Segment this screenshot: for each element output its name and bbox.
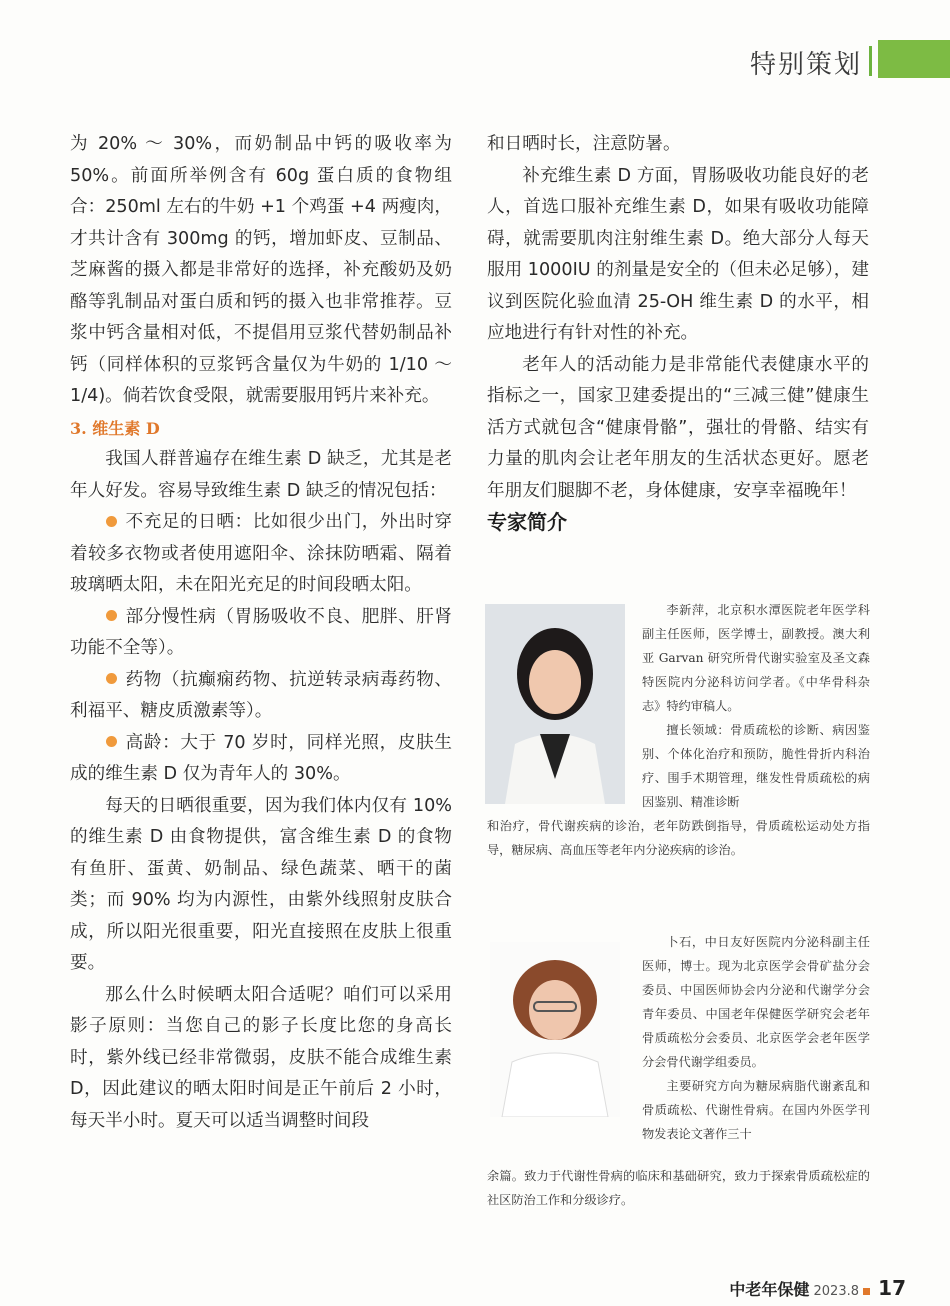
bullet-item (70, 507, 452, 602)
paragraph: 补充维生素 D 方面，胃肠吸收功能良好的老人，首选口服补充维生素 D，如果有吸收功能障碍，就需要肌肉注射维生素 D。绝大部分人每天服用 1000IU 的剂量是安全的（但未必足够），建议到医院化验血清 25-OH 维生素 D 的水平，相应地进行有针对性的补充。 (487, 165, 869, 343)
page-number: 17 (878, 1276, 906, 1300)
bio-text: 李新萍，北京积水潭医院老年医学科副主任医师，医学博士，副教授。澳大利亚 Garvan 研究所骨代谢实验室及圣文森特医院内分泌科访问学者。《中华骨科杂志》特约审稿人。 (642, 603, 870, 713)
section-title: 特别策划 (749, 50, 862, 80)
expert-bio (642, 930, 870, 1146)
issue-label: 2023.8 (813, 1284, 860, 1299)
magazine-name: 中老年保健 (729, 1280, 810, 1299)
bullet-text: 药物（抗癫痫药物、抗逆转录病毒药物、利福平、糖皮质激素等）。 (70, 669, 452, 721)
bio-text: 主要研究方向为糖尿病脂代谢紊乱和骨质疏松、代谢性骨病。在国内外医学刊物发表论文著作三十 (642, 1079, 870, 1141)
paragraph: 我国人群普遍存在维生素 D 缺乏，尤其是老年人好发。容易导致维生素 D 缺乏的情况包括： (70, 449, 452, 501)
bullet-item (70, 728, 452, 791)
bullet-text: 高龄：大于 70 岁时，同样光照，皮肤生成的维生素 D 仅为青年人的 30%。 (70, 732, 452, 784)
bullet-dot-icon (106, 673, 117, 684)
bullet-text: 部分慢性病（胃肠吸收不良、肥胖、肝肾功能不全等）。 (70, 606, 452, 658)
bullet-text: 不充足的日晒：比如很少出门，外出时穿着较多衣物或者使用遮阳伞、涂抹防晒霜、隔着玻璃晒太阳，未在阳光充足的时间段晒太阳。 (70, 512, 452, 595)
bullet-dot-icon (106, 516, 117, 527)
header-divider (869, 46, 872, 76)
expert-bio (642, 598, 870, 814)
paragraph: 那么什么时候晒太阳合适呢？咱们可以采用影子原则：当您自己的影子长度比您的身高长时，紫外线已经非常微弱，皮肤不能合成维生素 D，因此建议的晒太阳时间是正午前后 2 小时，每天半小时。夏天可以适当调整时间段 (70, 984, 452, 1131)
bullet-dot-icon (106, 736, 117, 747)
expert-bio-cont (487, 814, 870, 862)
section-heading: 3. 维生素 D (70, 418, 160, 438)
paragraph: 每天的日晒很重要，因为我们体内仅有 10% 的维生素 D 由食物提供，富含维生素 D 的食物有鱼肝、蛋黄、奶制品、绿色蔬菜、晒干的菌类；而 90% 均为内源性，由紫外线照射皮肤合成，所以阳光很重要，阳光直接照在皮肤上很重要。 (70, 795, 452, 973)
expert-photo (490, 942, 620, 1117)
bio-text: 余篇。致力于代谢性骨病的临床和基础研究，致力于探索骨质疏松症的社区防治工作和分级诊疗。 (487, 1169, 870, 1207)
paragraph: 为 20% ～ 30%，而奶制品中钙的吸收率为 50%。前面所举例含有 60g 蛋白质的食物组合：250ml 左右的牛奶 +1 个鸡蛋 +4 两瘦肉，才共计含有 300mg 的钙，增加虾皮、豆制品、芝麻酱的摄入都是非常好的选择，补充酸奶及奶酪等乳制品对蛋白质和钙的摄入也非常推荐。豆浆中钙含量相对低，不提倡用豆浆代替奶制品补钙（同样体积的豆浆钙含量仅为牛奶的 1/10 ～ 1/4)。倘若饮食受限，就需要服用钙片来补充。 (70, 134, 452, 406)
expert-heading: 专家简介 (487, 510, 567, 534)
bio-text: 擅长领域：骨质疏松的诊断、病因鉴别、个体化治疗和预防，脆性骨折内科治疗、围手术期管理，继发性骨质疏松的病因鉴别、精准诊断 (642, 723, 870, 809)
header-green-block (878, 40, 950, 78)
expert-bio-cont (487, 1164, 870, 1212)
bullet-item (70, 665, 452, 728)
bio-text: 和治疗，骨代谢疾病的诊治，老年防跌倒指导，骨质疏松运动处方指导，糖尿病、高血压等老年内分泌疾病的诊治。 (487, 819, 870, 857)
page-footer (729, 1276, 906, 1300)
paragraph: 老年人的活动能力是非常能代表健康水平的指标之一，国家卫建委提出的“三减三健”健康生活方式就包含“健康骨骼”，强壮的骨骼、结实有力量的肌肉会让老年朋友的生活状态更好。愿老年朋友们腿脚不老，身体健康，安享幸福晚年！ (487, 354, 869, 501)
square-icon (863, 1288, 870, 1295)
bullet-item (70, 602, 452, 665)
bio-text: 卜石，中日友好医院内分泌科副主任医师，博士。现为北京医学会骨矿盐分会委员、中国医师协会内分泌和代谢学分会青年委员、中国老年保健医学研究会老年骨质疏松分会委员、北京医学会老年医学分会骨代谢学组委员。 (642, 935, 870, 1069)
left-column (70, 129, 452, 1137)
bullet-dot-icon (106, 610, 117, 621)
paragraph: 和日晒时长，注意防暑。 (487, 134, 681, 154)
expert-photo (485, 604, 625, 804)
right-column (487, 129, 869, 539)
